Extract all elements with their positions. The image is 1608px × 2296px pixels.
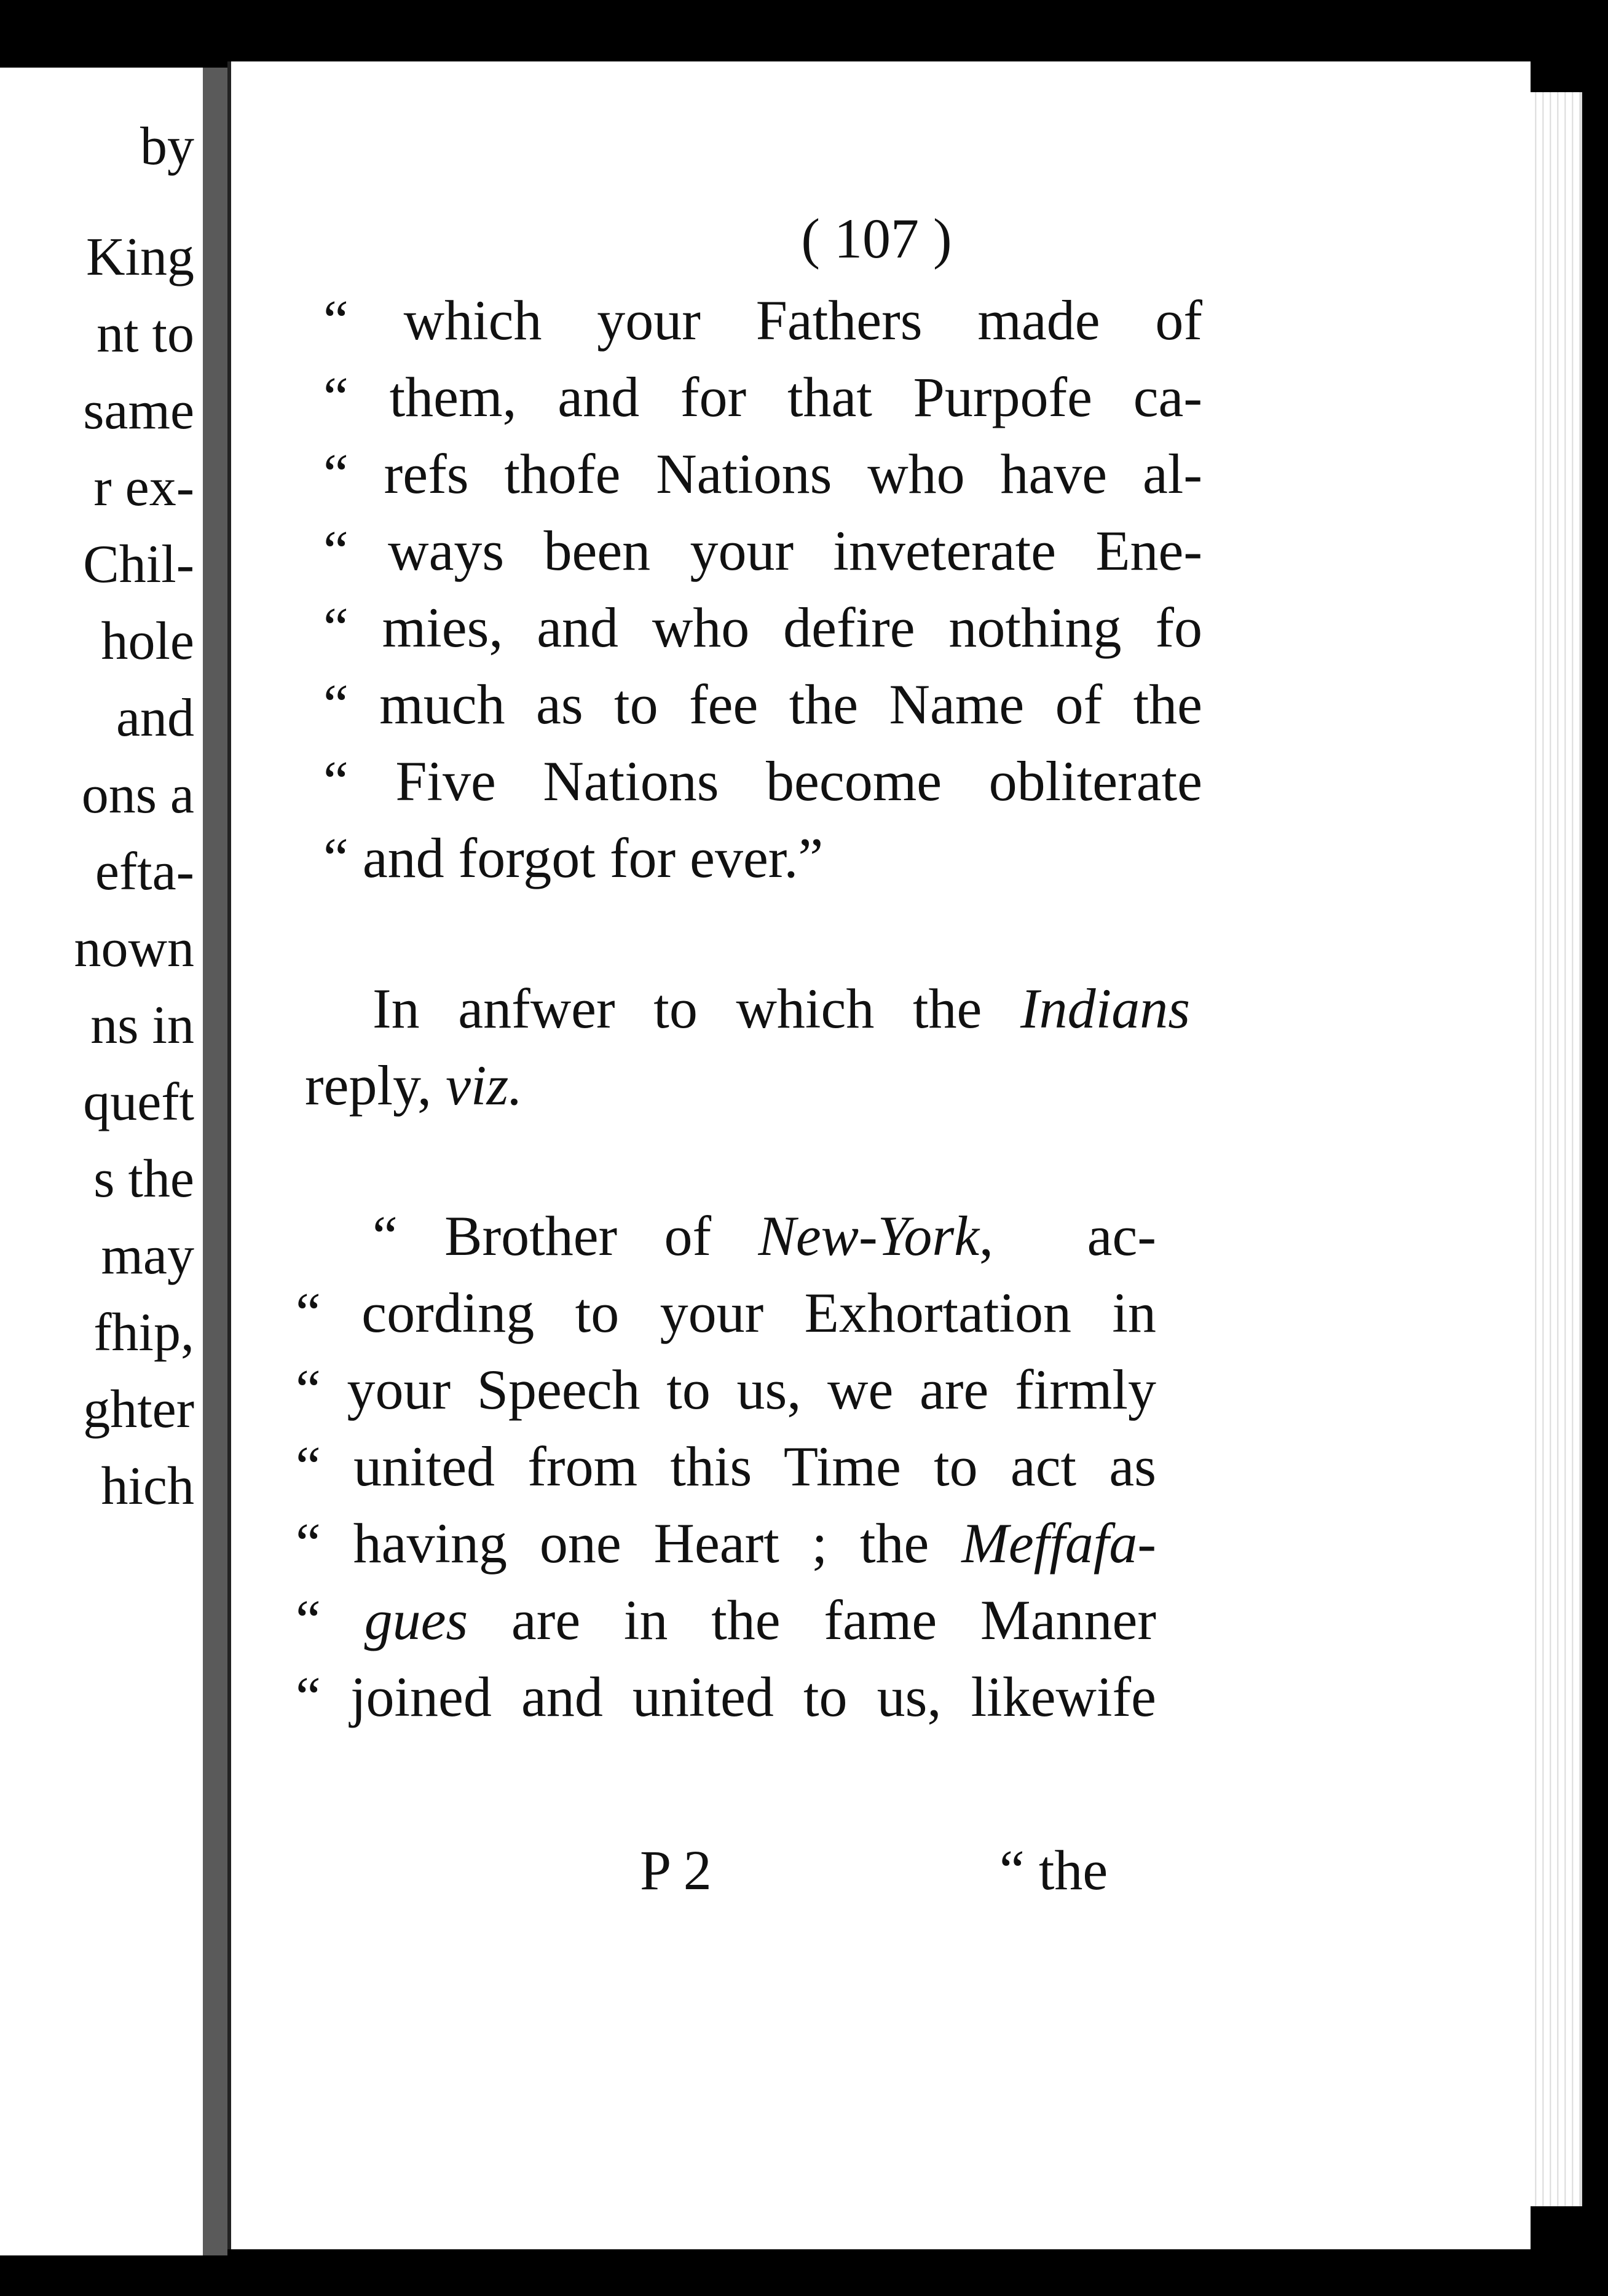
left-fragment: Chil-	[83, 535, 194, 594]
left-fragment: ons a	[81, 765, 194, 825]
text-line: “ united from this Time to act as	[296, 1435, 1156, 1498]
left-fragment: ns in	[90, 996, 194, 1055]
running-head: ( 107 )	[801, 207, 952, 270]
book-gutter	[203, 68, 227, 2255]
left-fragment: and	[116, 688, 194, 748]
text-line: “ mies, and who defire nothing fo	[323, 596, 1202, 659]
quote-italic: New-York	[758, 1205, 980, 1267]
quote-italic: gues	[364, 1589, 468, 1651]
text-line	[305, 1054, 1184, 1117]
left-fragment: hole	[101, 611, 194, 671]
quote-text: “	[296, 1589, 365, 1651]
quote-text: are in the fame Manner	[468, 1589, 1157, 1651]
text-line: “ which your Fathers made of	[323, 289, 1202, 352]
quote-text: “ having one Heart ; the	[296, 1512, 962, 1575]
text-line	[372, 977, 1190, 1040]
answer-text: reply,	[305, 1054, 446, 1117]
quote-text: , ac-	[979, 1205, 1156, 1267]
left-fragment: queft	[83, 1072, 194, 1132]
left-fragment: r ex-	[93, 458, 194, 517]
left-fragment: by	[140, 117, 194, 176]
catchword: “ the	[999, 1839, 1108, 1901]
text-line: “ your Speech to us, we are firmly	[296, 1358, 1156, 1421]
left-fragment: s the	[93, 1149, 194, 1209]
left-fragment: may	[101, 1226, 194, 1286]
signature-mark: P 2	[640, 1839, 712, 1901]
left-fragment: ghter	[83, 1380, 194, 1439]
left-fragment: nown	[74, 919, 194, 978]
left-fragment: nt to	[97, 304, 194, 364]
quote-text: “ Brother of	[372, 1205, 759, 1267]
text-line: “ them, and for that Purpofe ca-	[323, 366, 1202, 428]
quote-italic: Meffafa-	[961, 1512, 1156, 1575]
text-line: “ cording to your Exhortation in	[296, 1281, 1156, 1344]
left-fragment: same	[83, 381, 194, 441]
previous-page-fragment	[0, 68, 203, 2255]
left-fragment: hich	[101, 1457, 194, 1516]
answer-text: In anfwer to which the	[372, 977, 1020, 1040]
left-fragment: King	[86, 227, 194, 287]
text-line	[372, 1205, 1156, 1267]
text-line: “ refs thofe Nations who have al-	[323, 442, 1202, 505]
answer-italic: Indians	[1020, 977, 1190, 1040]
text-line	[296, 1512, 1156, 1575]
left-fragment: efta-	[95, 842, 194, 902]
text-line: “ and forgot for ever.”	[323, 827, 824, 889]
book-page-107	[227, 61, 1531, 2249]
text-line: “ much as to fee the Name of the	[323, 673, 1202, 736]
text-line: “ ways been your inveterate Ene-	[323, 519, 1202, 582]
text-line: “ joined and united to us, likewife	[296, 1665, 1156, 1728]
text-line: “ Five Nations become obliterate	[323, 750, 1202, 812]
answer-italic: viz.	[446, 1054, 523, 1117]
left-fragment: fhip,	[93, 1303, 194, 1362]
text-line	[296, 1589, 1157, 1651]
